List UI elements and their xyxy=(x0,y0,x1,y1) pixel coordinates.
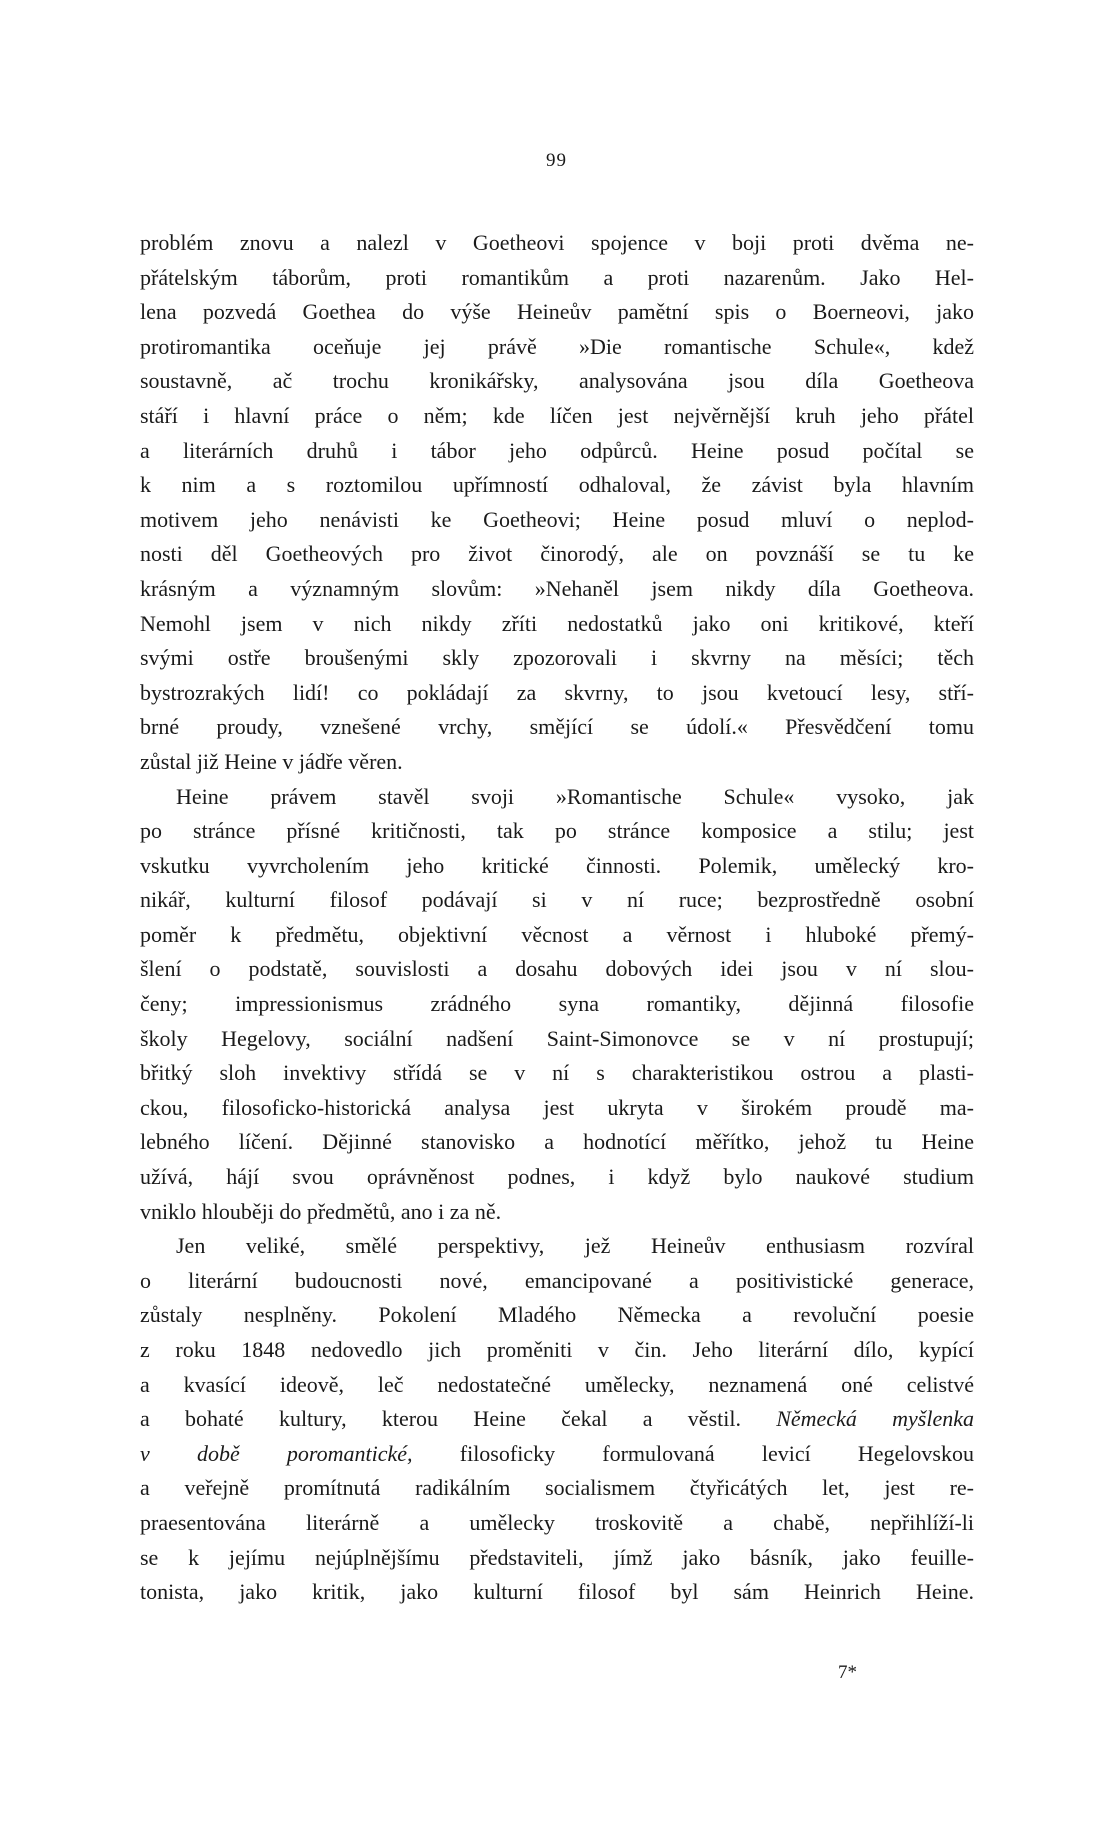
signature-mark: 7* xyxy=(838,1662,857,1683)
text-line: se k jejímu nejúplnějšímu představiteli, jímž jako básník, jako feuille- xyxy=(140,1544,974,1570)
text-line: vskutku vyvrcholením jeho kritické činnosti. Polemik, umělecký kro- xyxy=(140,852,974,878)
text-line: praesentována literárně a umělecky troskovitě a chabě, nepřihlíží-li xyxy=(140,1509,974,1535)
text-line: šlení o podstatě, souvislosti a dosahu dobových idei jsou v ní slou- xyxy=(140,956,974,982)
italic-run: v době poromantické, xyxy=(140,1440,413,1466)
text-run: a bohaté kultury, kterou Heine čekal a věstil. xyxy=(140,1406,741,1432)
text-line: lebného líčení. Dějinné stanovisko a hodnotící měřítko, jehož tu Heine xyxy=(140,1129,974,1155)
text-line: problém znovu a nalezl v Goetheovi spojence v boji proti dvěma ne- xyxy=(140,230,974,255)
text-line: a literárních druhů i tábor jeho odpůrců. Heine posud počítal se xyxy=(140,437,974,463)
text-line: bystrozrakých lidí! co pokládají za skvrny, to jsou kvetoucí lesy, stří- xyxy=(140,679,974,705)
text-line: zůstal již Heine v jádře věren. xyxy=(140,748,403,774)
text-line: Jen veliké, smělé perspektivy, jež Heineův enthusiasm rozvíral xyxy=(176,1233,974,1259)
text-line: stáří i hlavní práce o něm; kde líčen jest nejvěrnější kruh jeho přátel xyxy=(140,402,974,428)
text-line: k nim a s roztomilou upřímností odhaloval, že závist byla hlavním xyxy=(140,472,974,498)
text-line: o literární budoucnosti nové, emancipované a positivistické generace, xyxy=(140,1267,974,1293)
text-line-mixed xyxy=(140,1402,974,1437)
page-number: 99 xyxy=(546,150,567,171)
text-line: motivem jeho nenávisti ke Goetheovi; Heine posud mluví o neplod- xyxy=(140,506,974,532)
text-line: ckou, filosoficko-historická analysa jest ukryta v širokém proudě ma- xyxy=(140,1094,974,1120)
text-line-mixed xyxy=(140,1437,974,1472)
text-line: po stránce přísné kritičnosti, tak po stránce komposice a stilu; jest xyxy=(140,818,974,844)
body-text xyxy=(140,226,974,1610)
text-line: krásným a významným slovům: »Nehaněl jsem nikdy díla Goetheova. xyxy=(140,575,974,601)
text-line: vniklo hlouběji do předmětů, ano i za ně. xyxy=(140,1198,502,1224)
text-line: nikář, kulturní filosof podávají si v ní ruce; bezprostředně osobní xyxy=(140,887,974,913)
paragraph-3 xyxy=(140,1229,974,1610)
text-line: Heine právem stavěl svoji »Romantische Schule« vysoko, jak xyxy=(176,783,974,809)
text-line: soustavně, ač trochu kronikářsky, analysována jsou díla Goetheova xyxy=(140,368,974,394)
text-run: filosoficky formulovaná levicí Hegelovskou xyxy=(412,1440,974,1466)
text-line: užívá, hájí svou oprávněnost podnes, i když bylo naukové studium xyxy=(140,1164,974,1190)
text-line: svými ostře broušenými skly zpozorovali i skvrny na měsíci; těch xyxy=(140,645,974,671)
paragraph-2 xyxy=(140,780,974,1230)
text-line: čeny; impressionismus zrádného syna romantiky, dějinná filosofie xyxy=(140,991,974,1017)
paragraph-1 xyxy=(140,226,974,780)
text-line: brné proudy, vznešené vrchy, smějící se údolí.« Přesvědčení tomu xyxy=(140,714,974,740)
text-line: Nemohl jsem v nich nikdy zříti nedostatků jako oni kritikové, kteří xyxy=(140,610,974,636)
text-line: tonista, jako kritik, jako kulturní filosof byl sám Heinrich Heine. xyxy=(140,1579,974,1605)
text-line: nosti děl Goetheových pro život činorodý, ale on povznáší se tu ke xyxy=(140,541,974,567)
text-line: z roku 1848 nedovedlo jich proměniti v čin. Jeho literární dílo, kypící xyxy=(140,1337,974,1362)
text-line: a veřejně promítnutá radikálním socialismem čtyřicátých let, jest re- xyxy=(140,1475,974,1501)
text-line: břitký sloh invektivy střídá se v ní s charakteristikou ostrou a plasti- xyxy=(140,1060,974,1086)
text-line: poměr k předmětu, objektivní věcnost a věrnost i hluboké přemý- xyxy=(140,921,974,947)
text-line: protiromantika oceňuje jej právě »Die romantische Schule«, kdež xyxy=(140,333,974,359)
text-line: přátelským táborům, proti romantikům a proti nazarenům. Jako Hel- xyxy=(140,264,974,290)
italic-run: Německá myšlenka xyxy=(740,1406,974,1432)
text-line: zůstaly nesplněny. Pokolení Mladého Německa a revoluční poesie xyxy=(140,1302,974,1328)
text-line: školy Hegelovy, sociální nadšení Saint-Simonovce se v ní prostupují; xyxy=(140,1025,974,1051)
text-line: lena pozvedá Goethea do výše Heineův pamětní spis o Boerneovi, jako xyxy=(140,299,974,325)
text-line: a kvasící ideově, leč nedostatečné umělecky, neznamená oné celistvé xyxy=(140,1371,974,1397)
